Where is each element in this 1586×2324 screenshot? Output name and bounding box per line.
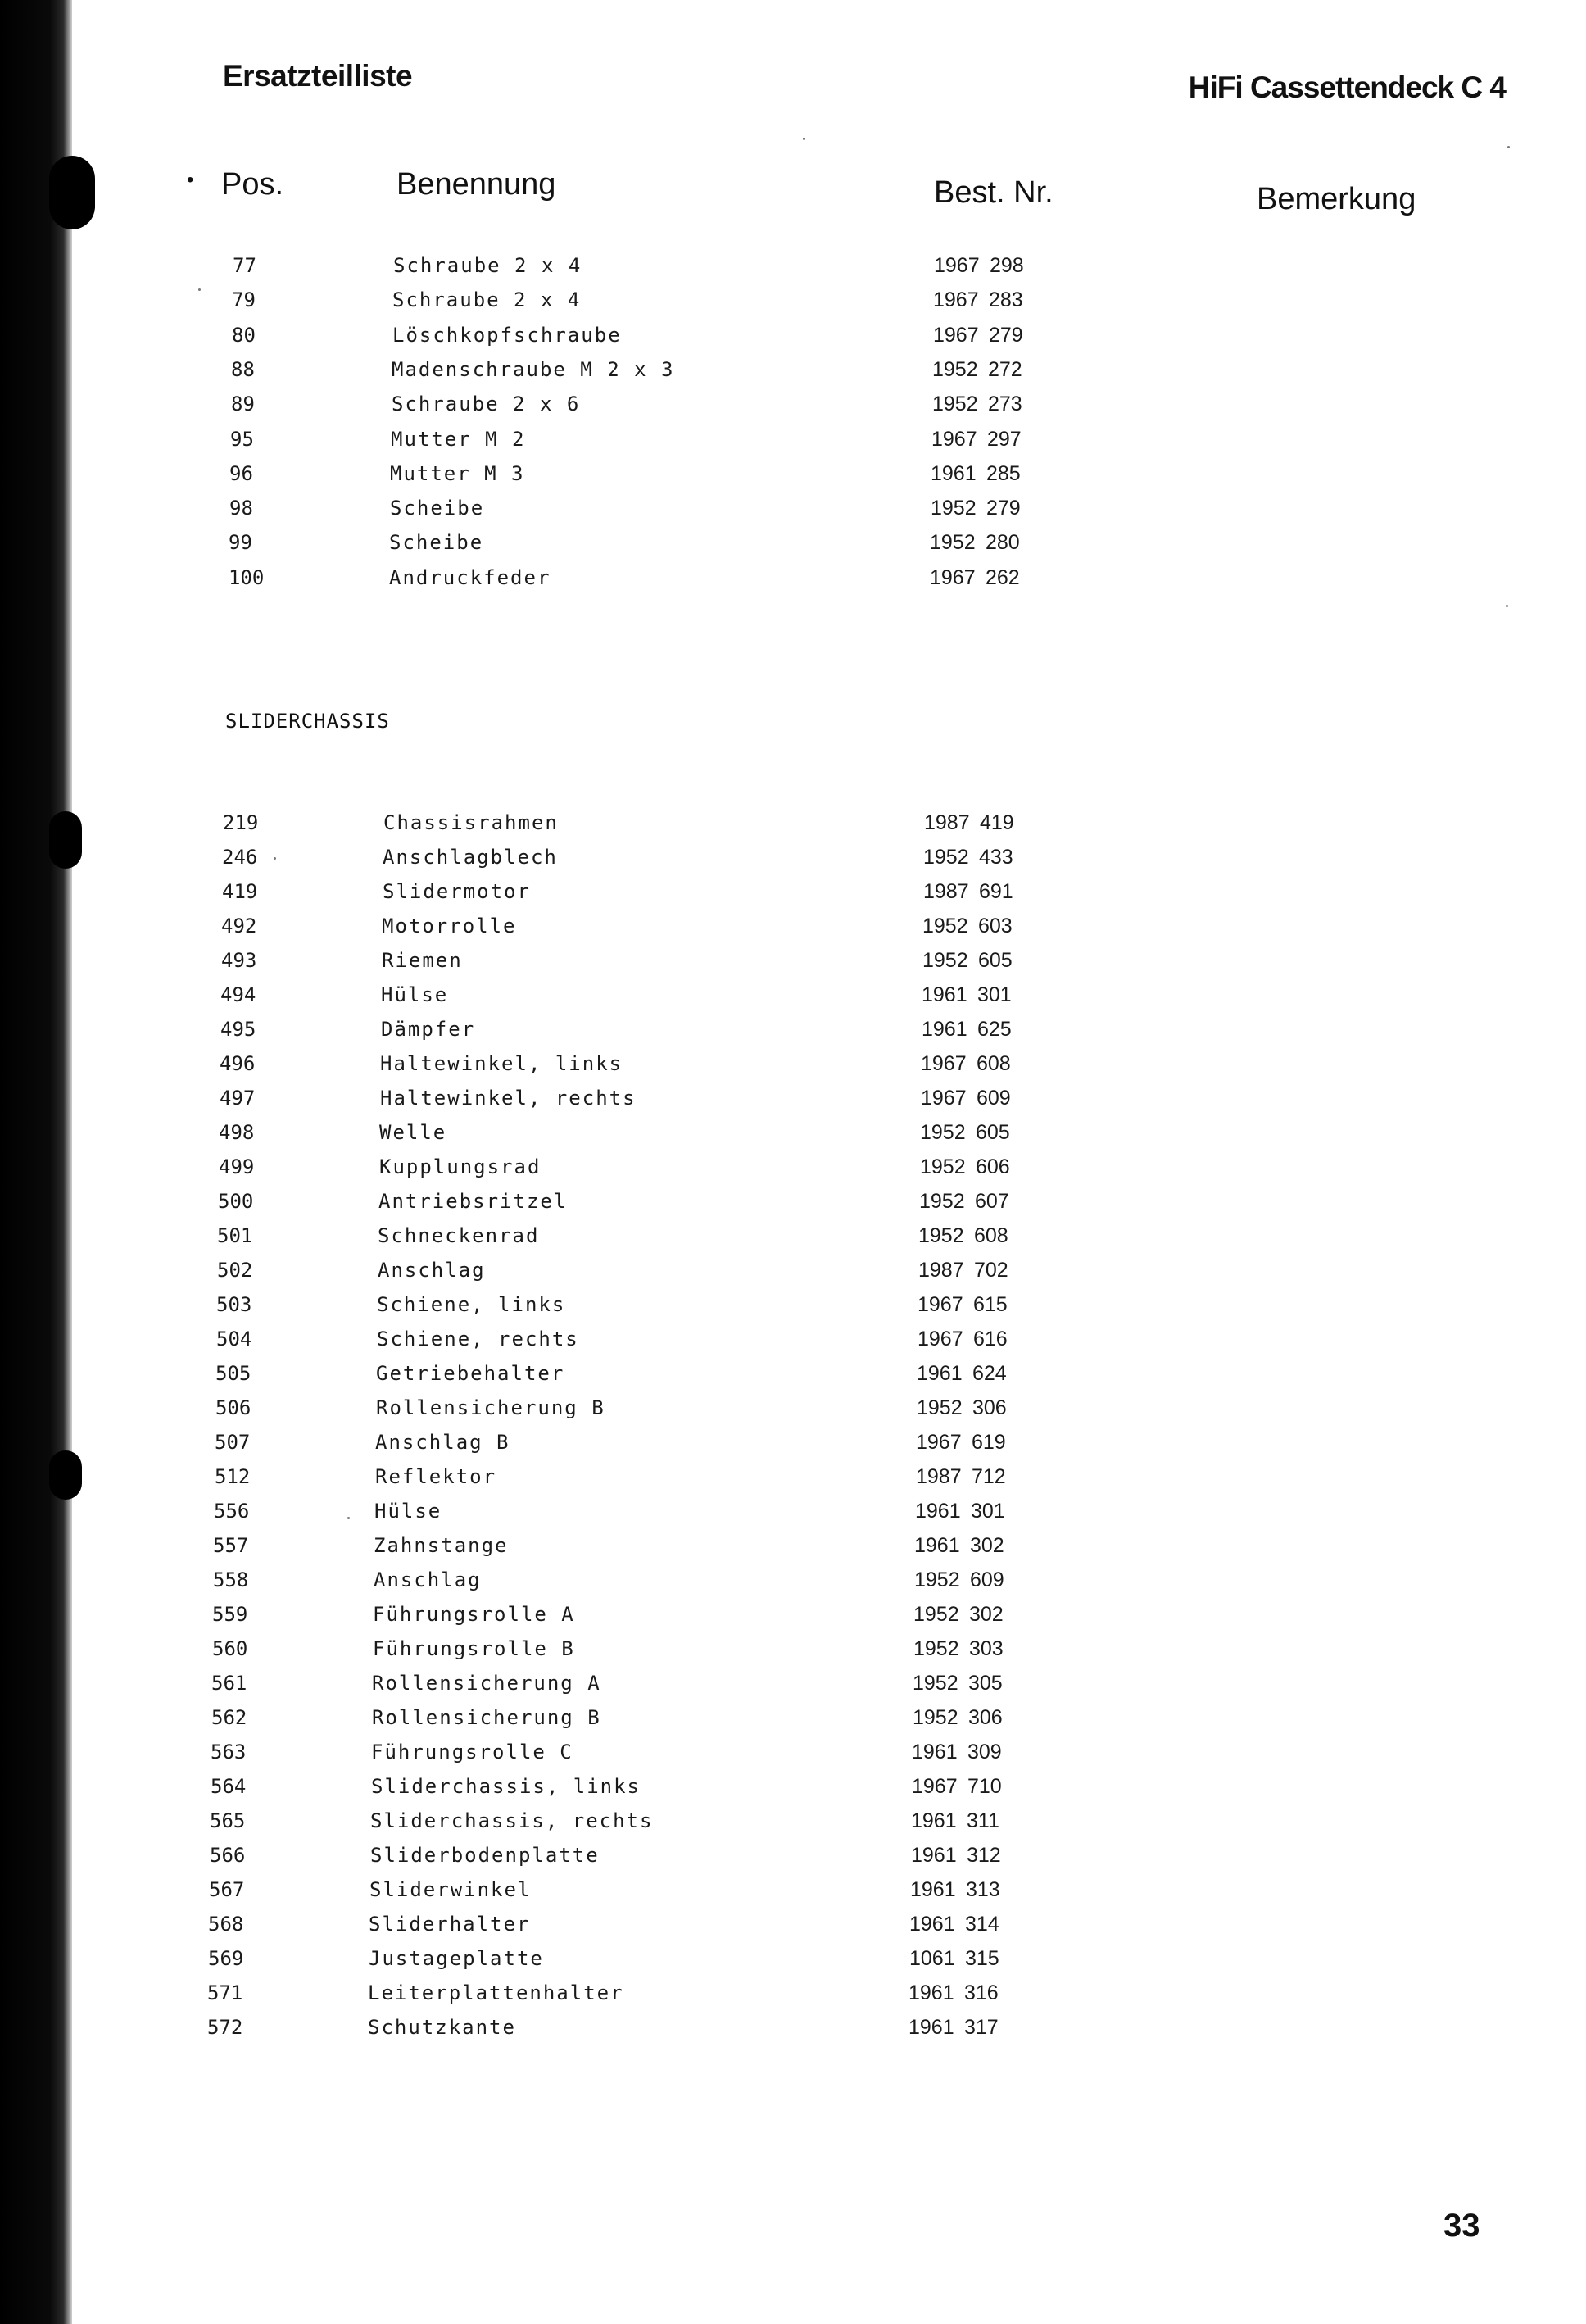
part-name: Scheibe — [389, 531, 484, 555]
part-position: 89 — [231, 393, 255, 416]
part-position: 572 — [207, 2016, 243, 2039]
part-number-group: 1987 — [923, 880, 969, 903]
part-number-group: 1987 — [916, 1465, 962, 1488]
part-name: Chassisrahmen — [383, 811, 559, 834]
part-name: Rollensicherung A — [372, 1672, 601, 1695]
table-row — [208, 1947, 1109, 1973]
column-header-pos: Pos. — [221, 167, 284, 202]
part-position: 492 — [221, 915, 257, 937]
part-number-group: 1961 — [910, 1878, 956, 1901]
document-title: Ersatzteilliste — [223, 59, 413, 93]
table-row — [211, 1706, 1112, 1732]
column-header-part-number: Best. Nr. — [934, 175, 1054, 210]
scan-speck — [198, 288, 201, 291]
part-name: Getriebehalter — [376, 1362, 565, 1385]
part-position: 419 — [222, 880, 258, 903]
table-row — [233, 254, 1134, 280]
part-name: Rollensicherung B — [372, 1706, 601, 1729]
table-row — [209, 1878, 1110, 1904]
part-number: 624 — [972, 1362, 1007, 1385]
part-number-group: 1952 — [923, 846, 969, 869]
part-name: Welle — [379, 1121, 447, 1144]
table-row — [232, 288, 1133, 315]
part-number: 262 — [986, 565, 1020, 589]
part-number: 606 — [976, 1155, 1010, 1178]
part-name: Schutzkante — [368, 2016, 516, 2039]
part-name: Sliderbodenplatte — [370, 1844, 600, 1867]
section-label-sliderchassis: SLIDERCHASSIS — [225, 710, 390, 733]
table-row — [229, 531, 1130, 557]
part-name: Madenschraube M 2 x 3 — [392, 357, 675, 381]
part-name: Sliderhalter — [369, 1913, 531, 1936]
part-number-group: 1952 — [919, 1190, 965, 1213]
part-position: 77 — [233, 254, 256, 277]
part-position: 219 — [223, 811, 259, 834]
part-number-group: 1952 — [931, 497, 977, 520]
part-position: 557 — [213, 1534, 249, 1557]
part-name: Mutter M 2 — [391, 427, 526, 451]
part-number-group: 1961 — [914, 1534, 960, 1557]
table-row — [215, 1431, 1116, 1457]
part-number-group: 1967 — [921, 1087, 967, 1110]
part-number-group: 1967 — [921, 1052, 967, 1075]
part-number-group: 1952 — [932, 357, 978, 381]
table-row — [216, 1293, 1117, 1319]
part-number: 691 — [979, 880, 1013, 903]
table-row — [210, 1809, 1111, 1836]
part-number: 298 — [990, 254, 1024, 277]
part-number-group: 1952 — [920, 1121, 966, 1144]
part-number: 302 — [970, 1534, 1004, 1557]
table-row — [223, 811, 1124, 837]
scan-speck — [274, 857, 276, 860]
part-position: 497 — [220, 1087, 256, 1110]
table-row — [229, 462, 1131, 488]
part-number-group: 1061 — [909, 1947, 955, 1970]
part-position: 505 — [215, 1362, 251, 1385]
part-position: 96 — [229, 461, 253, 485]
table-row — [229, 497, 1131, 523]
part-name: Sliderchassis, rechts — [370, 1809, 654, 1832]
part-number: 316 — [964, 1981, 999, 2004]
part-number: 313 — [966, 1878, 1000, 1901]
part-name: Scheibe — [390, 497, 485, 520]
part-name: Reflektor — [375, 1465, 497, 1488]
part-name: Justageplatte — [369, 1947, 544, 1970]
part-name: Hülse — [374, 1500, 442, 1523]
part-position: 95 — [230, 427, 254, 451]
table-row — [221, 915, 1122, 941]
table-row — [231, 393, 1132, 419]
part-number-group: 1961 — [915, 1500, 961, 1523]
part-number-group: 1952 — [913, 1706, 958, 1729]
scan-binding-edge — [0, 0, 72, 2324]
part-number: 317 — [964, 2016, 999, 2039]
part-position: 556 — [214, 1500, 250, 1523]
part-number: 279 — [989, 323, 1023, 347]
part-number: 625 — [977, 1018, 1012, 1041]
part-number-group: 1967 — [918, 1293, 963, 1316]
part-name: Hülse — [381, 983, 449, 1006]
column-header-remark: Bemerkung — [1257, 182, 1416, 216]
part-number-group: 1961 — [909, 1913, 955, 1936]
part-name: Riemen — [382, 949, 463, 972]
part-name: Anschlag B — [375, 1431, 510, 1454]
part-number: 615 — [973, 1293, 1008, 1316]
table-row — [220, 1018, 1122, 1044]
table-row — [222, 846, 1123, 872]
table-row — [221, 949, 1122, 975]
part-name: Rollensicherung B — [376, 1396, 605, 1419]
table-row — [212, 1637, 1113, 1664]
table-row — [215, 1465, 1116, 1491]
part-position: 569 — [208, 1947, 244, 1970]
part-number: 272 — [988, 357, 1022, 381]
part-number-group: 1952 — [932, 393, 978, 416]
table-row — [207, 2016, 1108, 2042]
table-row — [214, 1500, 1115, 1526]
part-position: 559 — [212, 1603, 248, 1626]
part-position: 571 — [207, 1981, 243, 2004]
part-number: 609 — [977, 1087, 1011, 1110]
part-number: 605 — [978, 949, 1013, 972]
part-number: 419 — [980, 811, 1014, 834]
part-number-group: 1952 — [913, 1603, 959, 1626]
part-number-group: 1952 — [917, 1396, 963, 1419]
table-row — [229, 566, 1130, 592]
table-row — [231, 358, 1132, 384]
table-row — [215, 1362, 1117, 1388]
scan-speck — [1507, 146, 1510, 148]
part-position: 504 — [216, 1328, 252, 1350]
part-number-group: 1952 — [918, 1224, 964, 1247]
part-position: 568 — [208, 1913, 244, 1936]
part-name: Sliderwinkel — [369, 1878, 532, 1901]
part-number: 285 — [986, 461, 1021, 485]
part-number: 301 — [971, 1500, 1005, 1523]
part-position: 496 — [220, 1052, 256, 1075]
part-number: 280 — [986, 531, 1020, 555]
part-name: Anschlag — [378, 1259, 486, 1282]
table-row — [217, 1224, 1118, 1251]
part-number-group: 1952 — [914, 1568, 960, 1591]
part-number: 605 — [976, 1121, 1010, 1144]
part-name: Schneckenrad — [378, 1224, 540, 1247]
table-row — [211, 1741, 1112, 1767]
part-name: Antriebsritzel — [378, 1190, 568, 1213]
part-number: 311 — [967, 1809, 999, 1832]
part-name: Zahnstange — [374, 1534, 509, 1557]
part-number-group: 1961 — [911, 1809, 957, 1832]
part-name: Mutter M 3 — [390, 461, 525, 485]
part-number: 616 — [973, 1328, 1008, 1350]
part-number: 273 — [988, 393, 1022, 416]
table-row — [219, 1121, 1120, 1147]
part-number: 433 — [979, 846, 1013, 869]
punch-hole — [49, 156, 95, 229]
part-number: 297 — [987, 427, 1022, 451]
table-row — [213, 1568, 1114, 1595]
part-position: 558 — [213, 1568, 249, 1591]
table-row — [220, 983, 1122, 1010]
part-name: Dämpfer — [381, 1018, 476, 1041]
part-number-group: 1967 — [912, 1775, 958, 1798]
table-row — [211, 1775, 1112, 1801]
part-number: 306 — [968, 1706, 1003, 1729]
part-position: 246 — [222, 846, 258, 869]
part-number: 309 — [967, 1741, 1002, 1763]
table-row — [218, 1190, 1119, 1216]
part-name: Andruckfeder — [389, 565, 551, 589]
table-row — [220, 1052, 1121, 1078]
scan-speck — [1506, 605, 1508, 607]
part-number: 279 — [986, 497, 1021, 520]
table-row — [219, 1155, 1120, 1182]
part-number: 710 — [967, 1775, 1002, 1798]
punch-hole — [49, 1450, 82, 1500]
part-name: Schraube 2 x 4 — [392, 288, 582, 312]
scan-speck — [803, 138, 805, 140]
part-number: 608 — [974, 1224, 1008, 1247]
part-name: Haltewinkel, links — [380, 1052, 623, 1075]
part-position: 562 — [211, 1706, 247, 1729]
part-number: 712 — [972, 1465, 1006, 1488]
part-name: Führungsrolle A — [373, 1603, 575, 1626]
part-number-group: 1967 — [916, 1431, 962, 1454]
part-position: 494 — [220, 983, 256, 1006]
part-name: Führungsrolle C — [371, 1741, 573, 1763]
part-number-group: 1961 — [922, 1018, 967, 1041]
part-number: 283 — [989, 288, 1023, 312]
part-number: 314 — [965, 1913, 999, 1936]
part-number: 312 — [967, 1844, 1001, 1867]
part-name: Schiene, rechts — [377, 1328, 579, 1350]
part-number: 607 — [975, 1190, 1009, 1213]
part-number-group: 1961 — [931, 461, 977, 485]
part-position: 507 — [215, 1431, 251, 1454]
part-position: 503 — [216, 1293, 252, 1316]
table-row — [222, 880, 1123, 906]
part-number: 608 — [977, 1052, 1011, 1075]
page-number: 33 — [1443, 2208, 1480, 2244]
part-number: 302 — [969, 1603, 1004, 1626]
part-number-group: 1961 — [909, 1981, 954, 2004]
part-name: Sliderchassis, links — [371, 1775, 641, 1798]
part-position: 493 — [221, 949, 257, 972]
part-position: 501 — [217, 1224, 253, 1247]
part-number-group: 1961 — [917, 1362, 963, 1385]
part-number-group: 1952 — [913, 1637, 959, 1660]
table-row — [232, 324, 1133, 350]
column-header-name: Benennung — [396, 167, 556, 202]
part-number-group: 1952 — [913, 1672, 958, 1695]
table-row — [220, 1087, 1121, 1113]
part-number: 702 — [974, 1259, 1008, 1282]
part-number-group: 1961 — [912, 1741, 958, 1763]
part-name: Slidermotor — [383, 880, 531, 903]
part-position: 561 — [211, 1672, 247, 1695]
table-row — [212, 1603, 1113, 1629]
part-number-group: 1967 — [934, 254, 980, 277]
part-position: 567 — [209, 1878, 245, 1901]
part-name: Haltewinkel, rechts — [380, 1087, 637, 1110]
part-number-group: 1967 — [930, 565, 976, 589]
part-number-group: 1952 — [922, 915, 968, 937]
table-row — [215, 1396, 1117, 1423]
part-number: 306 — [972, 1396, 1007, 1419]
part-position: 566 — [210, 1844, 246, 1867]
part-number: 609 — [970, 1568, 1004, 1591]
part-position: 563 — [211, 1741, 247, 1763]
punch-hole — [49, 811, 82, 869]
part-name: Anschlagblech — [383, 846, 558, 869]
part-position: 100 — [229, 565, 265, 589]
part-position: 499 — [219, 1155, 255, 1178]
table-row — [207, 1981, 1108, 2008]
table-row — [217, 1259, 1118, 1285]
part-number-group: 1952 — [920, 1155, 966, 1178]
part-number: 603 — [978, 915, 1013, 937]
table-row — [230, 428, 1131, 454]
part-position: 79 — [232, 288, 256, 312]
part-position: 506 — [215, 1396, 251, 1419]
part-position: 500 — [218, 1190, 254, 1213]
part-name: Anschlag — [374, 1568, 482, 1591]
part-position: 564 — [211, 1775, 247, 1798]
part-number-group: 1967 — [933, 288, 979, 312]
part-name: Schiene, links — [377, 1293, 566, 1316]
part-position: 80 — [232, 323, 256, 347]
part-name: Führungsrolle B — [373, 1637, 575, 1660]
part-number-group: 1967 — [931, 427, 977, 451]
part-number: 301 — [977, 983, 1012, 1006]
part-number: 303 — [969, 1637, 1004, 1660]
part-number-group: 1967 — [918, 1328, 963, 1350]
part-number-group: 1987 — [918, 1259, 964, 1282]
part-name: Motorrolle — [382, 915, 517, 937]
part-number-group: 1987 — [924, 811, 970, 834]
part-name: Leiterplattenhalter — [368, 1981, 624, 2004]
part-position: 512 — [215, 1465, 251, 1488]
scan-mark: • — [187, 169, 194, 191]
part-number: 619 — [972, 1431, 1006, 1454]
part-number-group: 1961 — [909, 2016, 954, 2039]
part-position: 98 — [229, 497, 253, 520]
part-position: 565 — [210, 1809, 246, 1832]
table-row — [216, 1328, 1117, 1354]
part-position: 88 — [231, 357, 255, 381]
part-name: Löschkopfschraube — [392, 323, 622, 347]
part-number: 315 — [965, 1947, 999, 1970]
table-row — [211, 1672, 1112, 1698]
part-position: 560 — [212, 1637, 248, 1660]
part-number-group: 1952 — [922, 949, 968, 972]
part-name: Kupplungsrad — [379, 1155, 542, 1178]
part-name: Schraube 2 x 6 — [392, 393, 581, 416]
part-number-group: 1952 — [930, 531, 976, 555]
part-number-group: 1967 — [933, 323, 979, 347]
part-position: 99 — [229, 531, 252, 555]
table-row — [213, 1534, 1114, 1560]
part-number: 305 — [968, 1672, 1003, 1695]
part-name: Schraube 2 x 4 — [393, 254, 582, 277]
part-position: 495 — [220, 1018, 256, 1041]
part-number-group: 1961 — [922, 983, 967, 1006]
table-row — [210, 1844, 1111, 1870]
table-row — [208, 1913, 1109, 1939]
part-number-group: 1961 — [911, 1844, 957, 1867]
part-position: 502 — [217, 1259, 253, 1282]
device-model: HiFi Cassettendeck C 4 — [1188, 70, 1506, 104]
part-position: 498 — [219, 1121, 255, 1144]
scan-speck — [347, 1517, 350, 1519]
